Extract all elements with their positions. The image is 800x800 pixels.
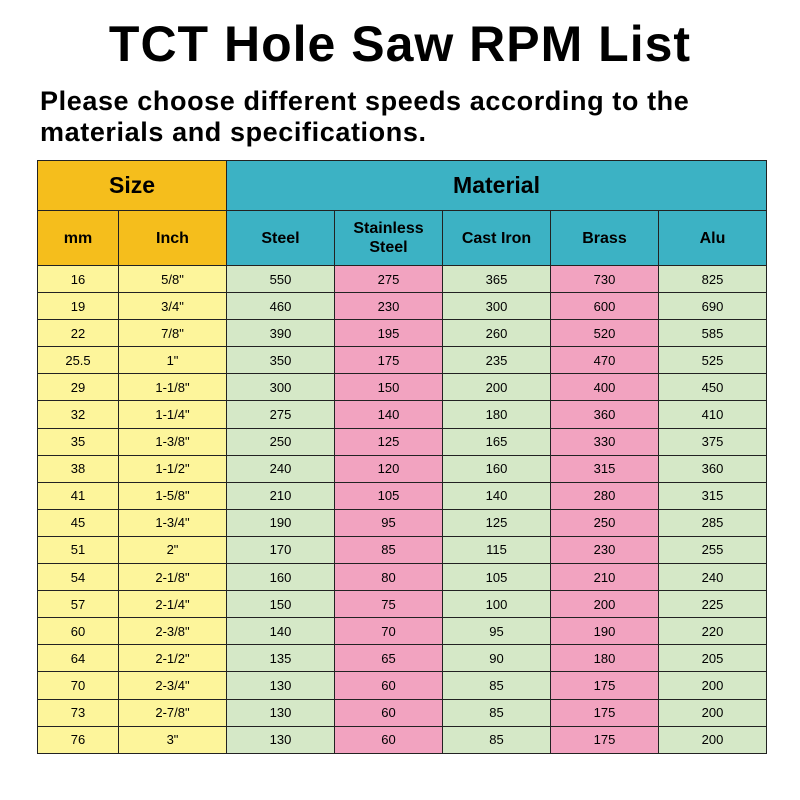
cell-steel: 240	[227, 455, 335, 482]
cell-brass: 520	[551, 320, 659, 347]
rpm-table	[37, 160, 767, 754]
cell-inch: 1-1/8"	[119, 374, 227, 401]
cell-stainless-steel: 95	[335, 509, 443, 536]
cell-brass: 280	[551, 482, 659, 509]
table-row	[38, 428, 767, 455]
cell-inch: 7/8"	[119, 320, 227, 347]
cell-brass: 180	[551, 645, 659, 672]
cell-stainless-steel: 85	[335, 536, 443, 563]
cell-inch: 3/4"	[119, 293, 227, 320]
cell-steel: 460	[227, 293, 335, 320]
cell-cast-iron: 365	[443, 266, 551, 293]
cell-steel: 390	[227, 320, 335, 347]
cell-steel: 275	[227, 401, 335, 428]
page-subtitle: Please choose different speeds according to the materials and specifications.	[40, 86, 690, 147]
cell-stainless-steel: 105	[335, 482, 443, 509]
cell-stainless-steel: 65	[335, 645, 443, 672]
cell-brass: 600	[551, 293, 659, 320]
cell-stainless-steel: 60	[335, 699, 443, 726]
cell-inch: 2-1/8"	[119, 564, 227, 591]
cell-alu: 585	[659, 320, 767, 347]
table-row	[38, 564, 767, 591]
cell-mm: 29	[38, 374, 119, 401]
cell-mm: 32	[38, 401, 119, 428]
col-header-cast-iron: Cast Iron	[443, 211, 551, 266]
cell-inch: 1-3/8"	[119, 428, 227, 455]
cell-alu: 285	[659, 509, 767, 536]
cell-steel: 550	[227, 266, 335, 293]
material-group-header: Material	[227, 161, 767, 211]
col-header-stainless-steel	[335, 211, 443, 266]
cell-mm: 35	[38, 428, 119, 455]
table-row	[38, 293, 767, 320]
cell-brass: 190	[551, 618, 659, 645]
cell-stainless-steel: 140	[335, 401, 443, 428]
cell-alu: 205	[659, 645, 767, 672]
cell-alu: 255	[659, 536, 767, 563]
cell-inch: 1"	[119, 347, 227, 374]
cell-steel: 190	[227, 509, 335, 536]
col-header-steel: Steel	[227, 211, 335, 266]
cell-stainless-steel: 80	[335, 564, 443, 591]
cell-brass: 470	[551, 347, 659, 374]
cell-brass: 360	[551, 401, 659, 428]
cell-brass: 175	[551, 672, 659, 699]
table-row	[38, 699, 767, 726]
cell-cast-iron: 100	[443, 591, 551, 618]
cell-alu: 450	[659, 374, 767, 401]
cell-mm: 54	[38, 564, 119, 591]
cell-inch: 2"	[119, 536, 227, 563]
table-row	[38, 509, 767, 536]
cell-stainless-steel: 150	[335, 374, 443, 401]
cell-cast-iron: 105	[443, 564, 551, 591]
cell-stainless-steel: 230	[335, 293, 443, 320]
table-row	[38, 374, 767, 401]
cell-mm: 16	[38, 266, 119, 293]
table-row	[38, 672, 767, 699]
cell-mm: 70	[38, 672, 119, 699]
col-header-inch: Inch	[119, 211, 227, 266]
col-header-stainless-line2: Steel	[369, 239, 408, 256]
cell-cast-iron: 85	[443, 672, 551, 699]
cell-mm: 45	[38, 509, 119, 536]
cell-steel: 300	[227, 374, 335, 401]
cell-inch: 2-3/8"	[119, 618, 227, 645]
cell-inch: 2-1/2"	[119, 645, 227, 672]
cell-cast-iron: 115	[443, 536, 551, 563]
table-row	[38, 347, 767, 374]
cell-cast-iron: 160	[443, 455, 551, 482]
cell-cast-iron: 125	[443, 509, 551, 536]
cell-brass: 210	[551, 564, 659, 591]
cell-alu: 690	[659, 293, 767, 320]
cell-mm: 19	[38, 293, 119, 320]
cell-alu: 200	[659, 699, 767, 726]
cell-stainless-steel: 120	[335, 455, 443, 482]
cell-mm: 60	[38, 618, 119, 645]
cell-inch: 1-1/4"	[119, 401, 227, 428]
cell-mm: 73	[38, 699, 119, 726]
cell-brass: 330	[551, 428, 659, 455]
cell-stainless-steel: 60	[335, 672, 443, 699]
cell-cast-iron: 85	[443, 726, 551, 753]
cell-stainless-steel: 75	[335, 591, 443, 618]
cell-alu: 315	[659, 482, 767, 509]
cell-alu: 360	[659, 455, 767, 482]
cell-inch: 1-1/2"	[119, 455, 227, 482]
cell-alu: 825	[659, 266, 767, 293]
cell-steel: 130	[227, 672, 335, 699]
cell-cast-iron: 180	[443, 401, 551, 428]
cell-steel: 135	[227, 645, 335, 672]
cell-cast-iron: 85	[443, 699, 551, 726]
cell-alu: 410	[659, 401, 767, 428]
col-header-stainless-line1: Stainless	[353, 220, 424, 237]
cell-alu: 525	[659, 347, 767, 374]
cell-alu: 240	[659, 564, 767, 591]
table-row	[38, 401, 767, 428]
cell-alu: 200	[659, 672, 767, 699]
cell-steel: 140	[227, 618, 335, 645]
cell-cast-iron: 165	[443, 428, 551, 455]
size-group-header: Size	[38, 161, 227, 211]
cell-brass: 250	[551, 509, 659, 536]
col-header-mm: mm	[38, 211, 119, 266]
cell-brass: 730	[551, 266, 659, 293]
cell-alu: 200	[659, 726, 767, 753]
table-row	[38, 455, 767, 482]
cell-mm: 57	[38, 591, 119, 618]
cell-stainless-steel: 275	[335, 266, 443, 293]
table-row	[38, 726, 767, 753]
cell-mm: 22	[38, 320, 119, 347]
cell-mm: 41	[38, 482, 119, 509]
cell-stainless-steel: 195	[335, 320, 443, 347]
cell-inch: 1-3/4"	[119, 509, 227, 536]
cell-cast-iron: 95	[443, 618, 551, 645]
page-title: TCT Hole Saw RPM List	[108, 16, 692, 72]
cell-mm: 25.5	[38, 347, 119, 374]
table-row	[38, 645, 767, 672]
table-row	[38, 536, 767, 563]
col-header-brass: Brass	[551, 211, 659, 266]
cell-brass: 175	[551, 699, 659, 726]
rpm-table-body	[38, 266, 767, 754]
cell-inch: 2-1/4"	[119, 591, 227, 618]
cell-brass: 315	[551, 455, 659, 482]
cell-stainless-steel: 125	[335, 428, 443, 455]
cell-steel: 210	[227, 482, 335, 509]
table-row	[38, 320, 767, 347]
cell-cast-iron: 200	[443, 374, 551, 401]
cell-stainless-steel: 175	[335, 347, 443, 374]
cell-alu: 225	[659, 591, 767, 618]
cell-brass: 400	[551, 374, 659, 401]
cell-brass: 200	[551, 591, 659, 618]
cell-mm: 51	[38, 536, 119, 563]
col-header-alu: Alu	[659, 211, 767, 266]
table-row	[38, 591, 767, 618]
table-row	[38, 266, 767, 293]
cell-brass: 175	[551, 726, 659, 753]
cell-alu: 220	[659, 618, 767, 645]
cell-cast-iron: 260	[443, 320, 551, 347]
cell-stainless-steel: 70	[335, 618, 443, 645]
cell-steel: 170	[227, 536, 335, 563]
cell-cast-iron: 235	[443, 347, 551, 374]
table-row	[38, 618, 767, 645]
cell-steel: 130	[227, 726, 335, 753]
cell-mm: 76	[38, 726, 119, 753]
cell-inch: 3"	[119, 726, 227, 753]
table-row	[38, 482, 767, 509]
cell-brass: 230	[551, 536, 659, 563]
cell-inch: 2-3/4"	[119, 672, 227, 699]
cell-alu: 375	[659, 428, 767, 455]
cell-inch: 5/8"	[119, 266, 227, 293]
cell-inch: 2-7/8"	[119, 699, 227, 726]
cell-steel: 150	[227, 591, 335, 618]
cell-mm: 38	[38, 455, 119, 482]
cell-steel: 160	[227, 564, 335, 591]
cell-cast-iron: 90	[443, 645, 551, 672]
cell-cast-iron: 300	[443, 293, 551, 320]
cell-steel: 130	[227, 699, 335, 726]
cell-stainless-steel: 60	[335, 726, 443, 753]
cell-steel: 250	[227, 428, 335, 455]
cell-inch: 1-5/8"	[119, 482, 227, 509]
cell-cast-iron: 140	[443, 482, 551, 509]
cell-steel: 350	[227, 347, 335, 374]
cell-mm: 64	[38, 645, 119, 672]
